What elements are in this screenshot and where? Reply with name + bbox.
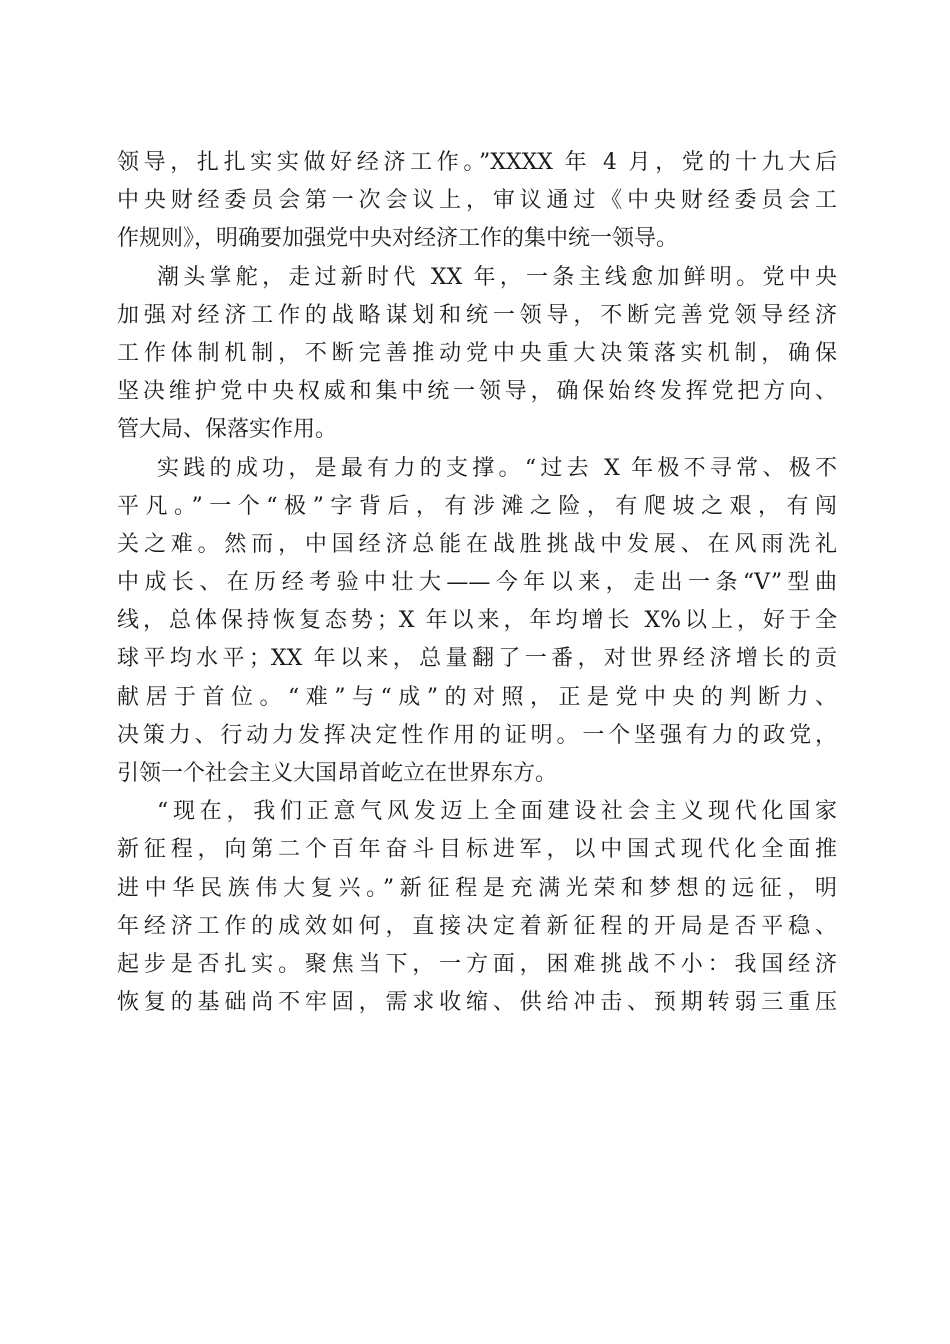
document-body: [117, 144, 837, 1022]
text-line: 球平均水平；XX 年以来，总量翻了一番，对世界经济增长的贡: [117, 646, 837, 672]
text-line: 实践的成功，是最有力的支撑。“过去 X 年极不寻常、极不: [157, 455, 837, 481]
paragraph-2: [117, 259, 837, 450]
text-line: 年经济工作的成效如何，直接决定着新征程的开局是否平稳、: [117, 913, 837, 939]
text-line: 中成长、在历经考验中壮大——今年以来，走出一条“V”型曲: [117, 570, 837, 596]
text-line: 管大局、保落实作用。: [117, 417, 338, 443]
text-line: 领导，扎扎实实做好经济工作。”XXXX 年 4 月，党的十九大后: [117, 150, 837, 175]
text-line: 平凡。”一个“极”字背后，有涉滩之险，有爬坡之艰，有闯: [117, 493, 837, 519]
paragraph-4: [117, 793, 837, 1022]
text-line: “现在，我们正意气风发迈上全面建设社会主义现代化国家: [157, 799, 837, 825]
text-line: 引领一个社会主义大国昂首屹立在世界东方。: [117, 761, 558, 786]
text-line: 坚决维护党中央权威和集中统一领导，确保始终发挥党把方向、: [117, 379, 837, 405]
text-line: 进中华民族伟大复兴。”新征程是充满光荣和梦想的远征，明: [117, 875, 837, 901]
text-line: 起步是否扎实。聚焦当下，一方面，困难挑战不小：我国经济: [117, 951, 837, 977]
text-line: 新征程，向第二个百年奋斗目标进军，以中国式现代化全面推: [117, 837, 837, 863]
text-line: 献居于首位。“难”与“成”的对照，正是党中央的判断力、: [117, 684, 837, 710]
text-line: 恢复的基础尚不牢固，需求收缩、供给冲击、预期转弱三重压: [117, 990, 837, 1016]
text-line: 线，总体保持恢复态势；X 年以来，年均增长 X%以上，好于全: [117, 608, 837, 634]
paragraph-1: [117, 144, 837, 259]
text-line: 潮头掌舵，走过新时代 XX 年，一条主线愈加鲜明。党中央: [157, 264, 837, 290]
text-line: 决策力、行动力发挥决定性作用的证明。一个坚强有力的政党，: [117, 722, 837, 748]
text-line: 加强对经济工作的战略谋划和统一领导，不断完善党领导经济: [117, 302, 837, 328]
text-line: 作规则》，明确要加强党中央对经济工作的集中统一领导。: [117, 226, 679, 252]
text-line: 中央财经委员会第一次会议上，审议通过《中央财经委员会工: [117, 188, 837, 214]
paragraph-3: [117, 450, 837, 794]
text-line: 工作体制机制，不断完善推动党中央重大决策落实机制，确保: [117, 340, 837, 366]
text-line: 关之难。然而，中国经济总能在战胜挑战中发展、在风雨洗礼: [117, 531, 837, 557]
